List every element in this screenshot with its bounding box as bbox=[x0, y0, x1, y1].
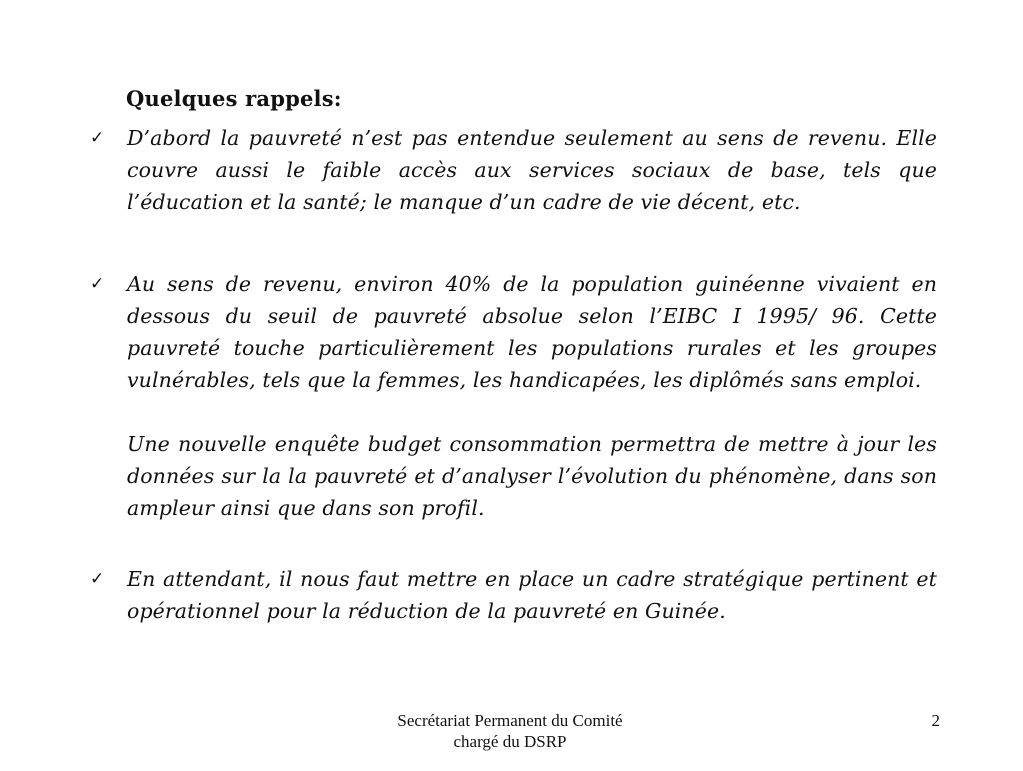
bullet-item bbox=[90, 122, 937, 218]
bullet-item bbox=[90, 563, 937, 627]
footer-organization bbox=[360, 710, 660, 752]
slide-heading: Quelques rappels: bbox=[126, 86, 342, 111]
checkmark-icon: ✓ bbox=[90, 128, 105, 148]
bullet-text: En attendant, il nous faut mettre en place un cadre stratégique pertinent et opérationnel pour la réduction de la pauvreté en Guinée. bbox=[127, 567, 937, 623]
checkmark-icon: ✓ bbox=[90, 569, 105, 589]
footer-line-1: Secrétariat Permanent du Comité bbox=[397, 711, 623, 730]
bullet-text: D’abord la pauvreté n’est pas entendue seulement au sens de revenu. Elle couvre aussi le faible accès aux services sociaux de base, tels que l’éducation et la santé; le manque d’un cadre de vie décent, etc. bbox=[127, 126, 937, 214]
bullet-continuation-text: Une nouvelle enquête budget consommation permettra de mettre à jour les données sur la la pauvreté et d’analyser l’évolution du phénomène, dans son ampleur ainsi que dans son profil. bbox=[127, 432, 937, 520]
page-number: 2 bbox=[931, 711, 940, 730]
bullet-text: Au sens de revenu, environ 40% de la population guinéenne vivaient en dessous du seuil de pauvreté absolue selon l’EIBC I 1995/ 96. Cette pauvreté touche particulièrement les populations rurales et les groupes vulnérables, tels que la femmes, les handicapées, les diplômés sans emploi. bbox=[127, 272, 937, 392]
checkmark-icon: ✓ bbox=[90, 274, 105, 294]
bullet-item bbox=[90, 268, 937, 524]
footer-line-2: chargé du DSRP bbox=[453, 732, 567, 751]
